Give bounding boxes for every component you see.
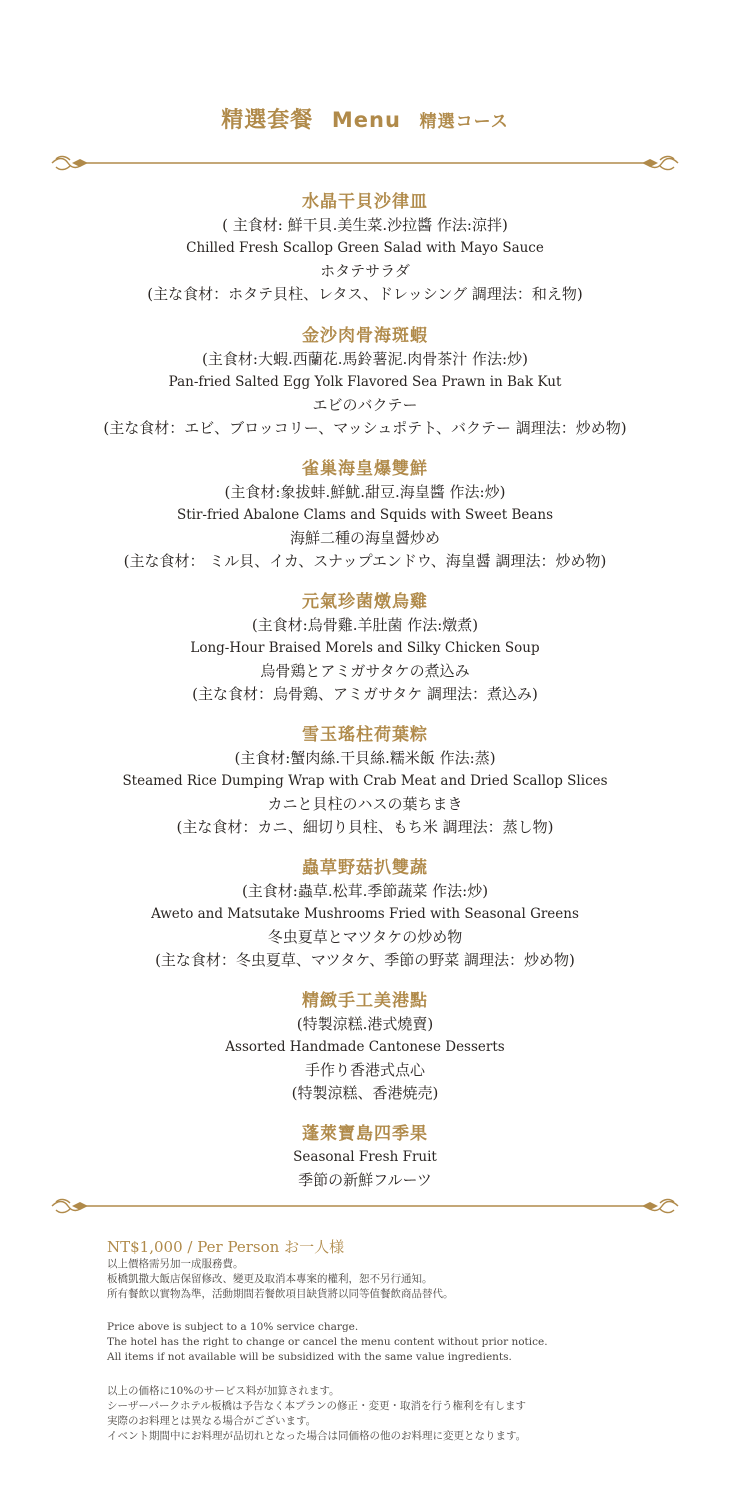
course-en-name: Stir-fried Abalone Clams and Squids with Sweet Beans	[176, 507, 554, 523]
ornament-divider-top	[50, 153, 680, 173]
note-line: Price above is subject to a 10% service charge.	[107, 1321, 359, 1333]
course-jp-detail: (主な食材：ホタテ貝柱、レタス、ドレッシング 調理法：和え物)	[147, 285, 583, 303]
course-jp-detail: (主な食材：カニ、細切り貝柱、もち米 調理法：蒸し物)	[176, 818, 554, 836]
course-jp-detail: (主な食材：冬虫夏草、マツタケ、季節の野菜 調理法：炒め物)	[155, 951, 575, 969]
course-zh-detail: (主食材:大蝦.西蘭花.馬鈴薯泥.肉骨茶汁 作法:炒)	[202, 350, 528, 368]
course-en-name: Assorted Handmade Cantonese Desserts	[225, 1039, 505, 1055]
course-en-name: Seasonal Fresh Fruit	[293, 1149, 437, 1165]
page-title	[0, 103, 730, 134]
note-line: 板橋凱撒大飯店保留修改、變更及取消本專案的權利，恕不另行通知。	[107, 1273, 433, 1285]
course-en-name: Long-Hour Braised Morels and Silky Chicken Soup	[190, 640, 540, 656]
note-line: 以上價格需另加一成服務費。	[107, 1258, 244, 1270]
course-jp-name: カニと貝柱のハスの葉ちまき	[267, 795, 463, 813]
course-zh-detail: (主食材:象拔蚌.鮮魷.甜豆.海皇醬 作法:炒)	[224, 483, 506, 501]
course-zh-name: 金沙肉骨海斑蝦	[302, 326, 428, 346]
course-7	[0, 989, 730, 1105]
course-jp-name: 烏骨鶏とアミガサタケの煮込み	[260, 662, 470, 680]
course-8	[0, 1122, 730, 1192]
title-en: Menu	[331, 108, 401, 132]
course-jp-name: ホタテサラダ	[320, 262, 410, 280]
course-zh-detail: (主食材:烏骨雞.羊肚菌 作法:燉煮)	[251, 616, 479, 634]
course-jp-detail: (特製涼糕、香港焼売)	[291, 1084, 439, 1102]
course-jp-detail: (主な食材：烏骨鶏、アミガサタケ 調理法：煮込み)	[192, 685, 538, 703]
note-line: 以上の価格に10%のサービス料が加算されます。	[107, 1385, 340, 1397]
course-jp-name: 冬虫夏草とマツタケの炒め物	[267, 928, 463, 946]
course-6	[0, 856, 730, 972]
price-label: NT$1,000 / Per Person お一人様	[107, 1238, 345, 1256]
note-line: 実際のお料理とは異なる場合がございます。	[107, 1415, 317, 1427]
course-zh-name: 蟲草野菇扒雙蔬	[302, 858, 428, 878]
course-zh-detail: (主食材:蟲草.松茸.季節蔬菜 作法:炒)	[241, 882, 489, 900]
note-line: The hotel has the right to change or cancel the menu content without prior notice.	[107, 1336, 548, 1348]
title-jp: 精選コース	[419, 112, 509, 132]
course-4	[0, 590, 730, 706]
note-line: イベント期間中にお料理が品切れとなった場合は同価格の他のお料理に変更となります。	[107, 1430, 527, 1442]
course-en-name: Pan-fried Salted Egg Yolk Flavored Sea Prawn in Bak Kut	[168, 374, 562, 390]
course-zh-detail: ( 主食材: 鮮干貝.美生菜.沙拉醬 作法:涼拌)	[222, 216, 508, 234]
course-1	[0, 190, 730, 306]
notes-zh	[107, 1257, 667, 1302]
course-zh-name: 雀巢海皇爆雙鮮	[302, 459, 428, 479]
note-line: 所有餐飲以實物為準，活動期間若餐飲項目缺貨將以同等值餐飲商品替代。	[107, 1288, 454, 1300]
course-jp-name: 手作り香港式点心	[304, 1061, 425, 1079]
course-jp-detail: (主な食材：エビ、ブロッコリー、マッシュポテト、バクテー 調理法：炒め物)	[103, 419, 627, 437]
course-jp-name: エビのバクテー	[312, 396, 418, 414]
course-zh-name: 雪玉瑤柱荷葉粽	[302, 725, 428, 745]
ornament-divider-bottom	[50, 1196, 680, 1216]
notes-en	[107, 1320, 667, 1365]
course-2	[0, 324, 730, 440]
course-zh-name: 精緻手工美港點	[302, 991, 428, 1011]
title-zh: 精選套餐	[221, 108, 314, 133]
course-zh-name: 水晶干貝沙律皿	[302, 192, 428, 212]
course-3	[0, 457, 730, 573]
course-en-name: Steamed Rice Dumping Wrap with Crab Meat and Dried Scallop Slices	[122, 773, 608, 789]
course-en-name: Aweto and Matsutake Mushrooms Fried with Seasonal Greens	[151, 906, 579, 922]
course-zh-detail: (主食材:蟹肉絲.干貝絲.糯米飯 作法:蒸)	[234, 749, 496, 767]
note-line: All items if not available will be subsidized with the same value ingredients.	[107, 1351, 512, 1363]
course-en-name: Chilled Fresh Scallop Green Salad with Mayo Sauce	[186, 240, 544, 256]
course-zh-detail: (特製涼糕.港式燒賣)	[296, 1015, 434, 1033]
course-jp-detail: (主な食材： ミル貝、イカ、スナップエンドウ、海皇醤 調理法：炒め物)	[123, 552, 607, 570]
course-zh-name: 蓬萊寶島四季果	[302, 1124, 428, 1144]
course-zh-name: 元氣珍菌燉烏雞	[302, 592, 428, 612]
course-5	[0, 723, 730, 839]
note-line: シーザーパークホテル板橋は予告なく本プランの修正・変更・取消を行う権利を有します	[107, 1400, 526, 1412]
course-jp-name: 季節の新鮮フルーツ	[298, 1171, 432, 1189]
course-jp-name: 海鮮二種の海皇醤炒め	[289, 529, 440, 547]
notes-jp	[107, 1384, 667, 1444]
